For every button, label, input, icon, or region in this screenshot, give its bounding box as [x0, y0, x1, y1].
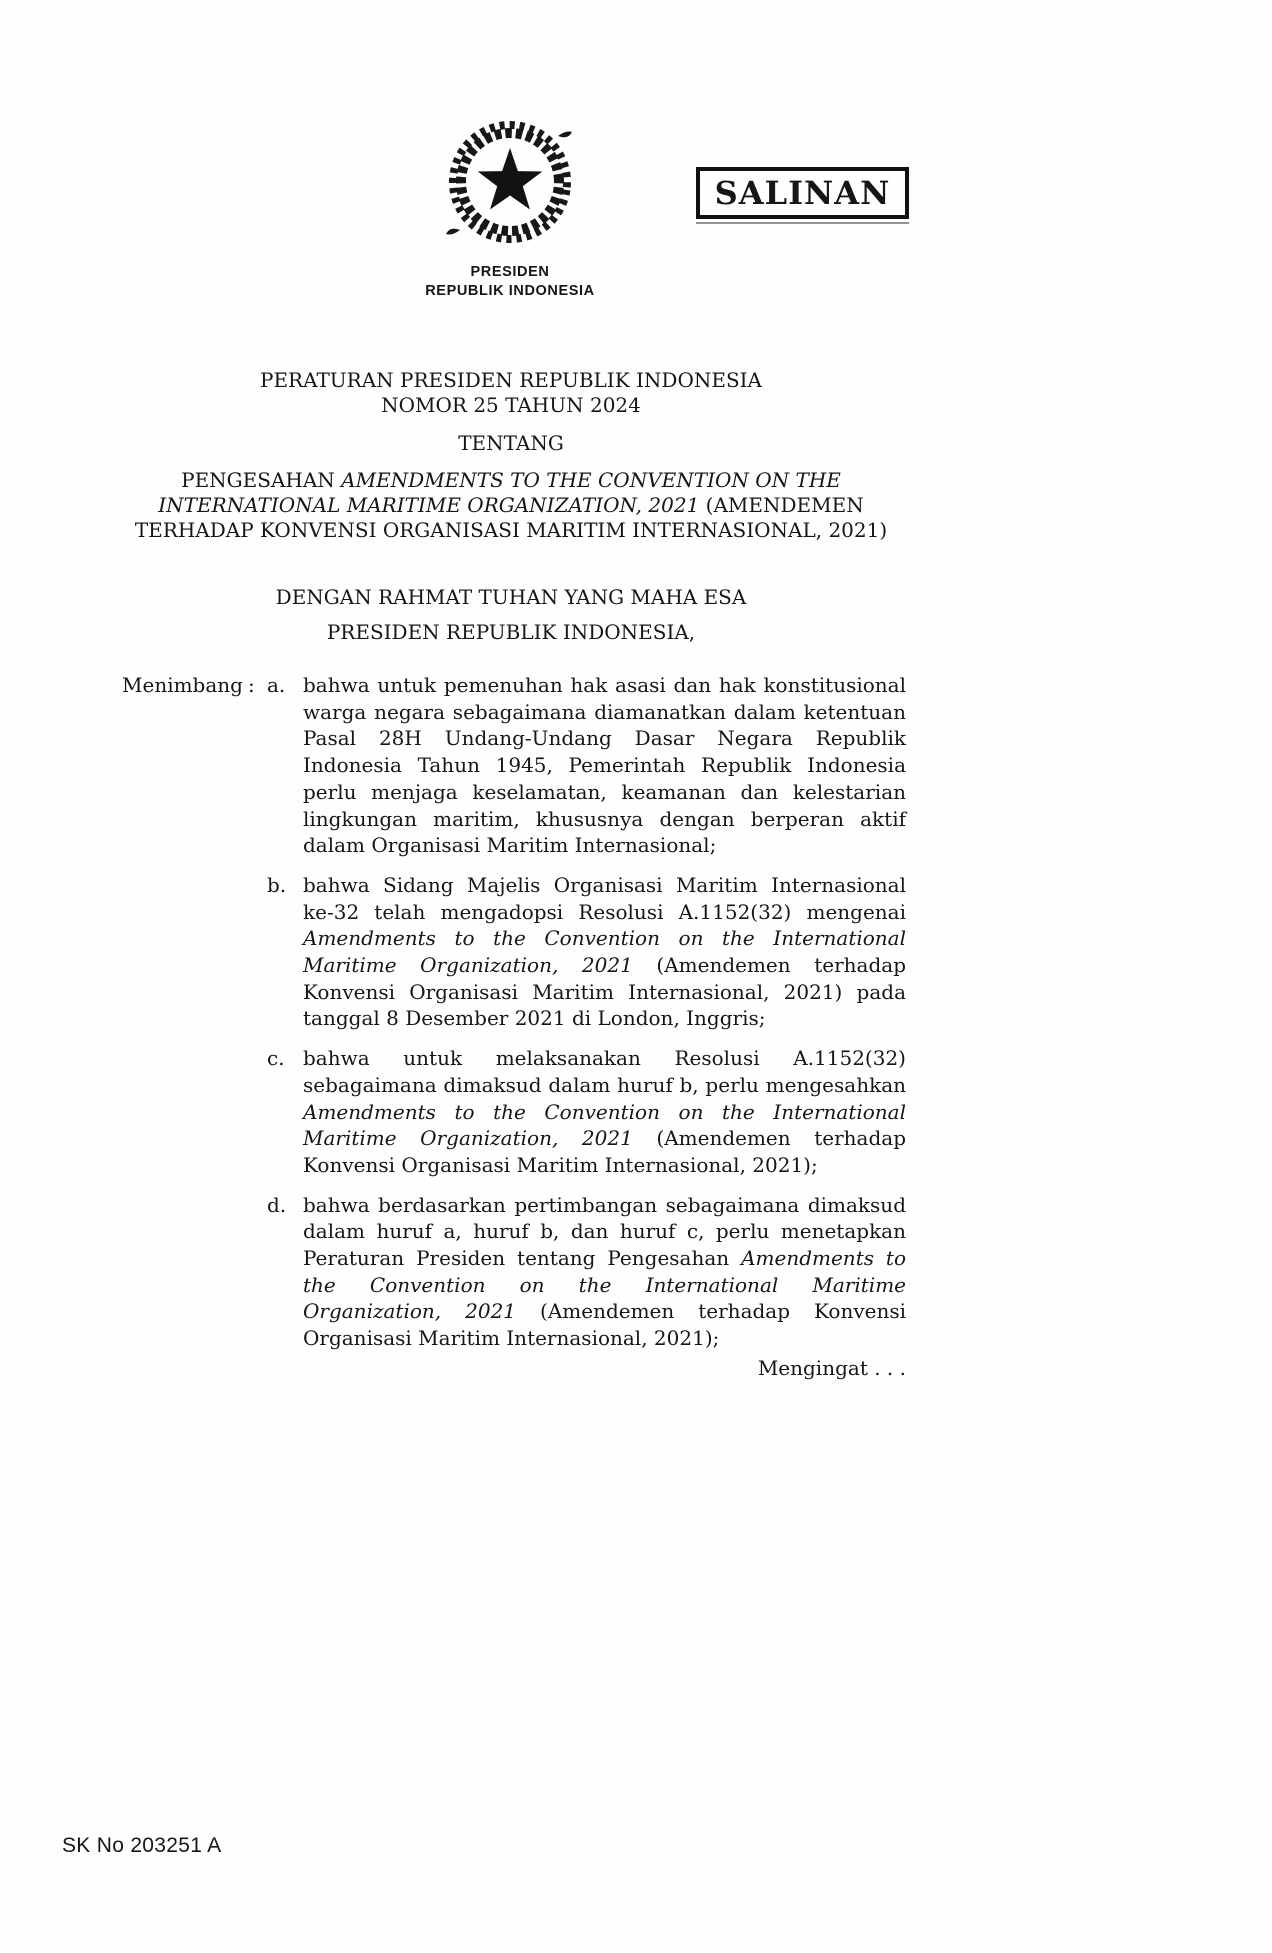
item-letter: a. — [267, 673, 286, 697]
menimbang-colon: : — [248, 673, 255, 697]
item-letter: c. — [267, 1046, 285, 1071]
menimbang-items — [267, 672, 906, 1352]
considering-item-d — [267, 1192, 906, 1352]
considering-section — [122, 672, 906, 1352]
considering-item-a — [267, 672, 906, 859]
regulation-subject: PENGESAHAN AMENDMENTS TO THE CONVENTION ON THE INTERNATIONAL MARITIME ORGANIZATION, 2021 (AMENDEMEN TERHADAP KONVENSI ORGANISASI MARITIM INTERNASIONAL, 2021) — [134, 468, 888, 542]
menimbang-label: Menimbang — [122, 673, 243, 697]
salinan-stamp-label: SALINAN — [714, 174, 891, 212]
letterhead — [0, 263, 1020, 301]
invocation-line: DENGAN RAHMAT TUHAN YANG MAHA ESA — [275, 585, 747, 609]
item-text: bahwa berdasarkan pertimbangan sebagaimana dimaksud dalam huruf a, huruf b, dan huruf c, perlu menetapkan Peraturan Presiden tentang Pengesahan Amendments to the Convention on the International Maritime Organization, 2021 (Amendemen terhadap Konvensi Organisasi Maritim Internasional, 2021); — [303, 1192, 907, 1351]
item-text: bahwa untuk pemenuhan hak asasi dan hak konstitusional warga negara sebagaimana diamanatkan dalam ketentuan Pasal 28H Undang-Undang Dasar Negara Republik Indonesia Tahun 1945, Pemerintah Republik Indonesia perlu menjaga keselamatan, keamanan dan kelestarian lingkungan maritim, khususnya dengan berperan aktif dalam Organisasi Maritim Internasional; — [303, 673, 906, 858]
salinan-stamp — [696, 167, 909, 219]
continuation-marker: Mengingat . . . — [757, 1356, 906, 1380]
item-text: bahwa untuk melaksanakan Resolusi A.1152(32) sebagaimana dimaksud dalam huruf b, perlu mengesahkan Amendments to the Convention on the International Maritime Organization, 2021 (Amendemen terhadap Konvensi Organisasi Maritim Internasional, 2021); — [303, 1046, 907, 1177]
tentang-label: TENTANG — [458, 431, 564, 455]
title-block — [116, 368, 906, 645]
presidential-star-wreath-icon — [440, 108, 580, 264]
considering-item-b — [267, 872, 906, 1032]
item-letter: b. — [267, 872, 287, 897]
item-text: bahwa Sidang Majelis Organisasi Maritim Internasional ke-32 telah mengadopsi Resolusi A.1152(32) mengenai Amendments to the Convention on the International Maritime Organization, 2021 (Amendemen terhadap Konvensi Organisasi Maritim Internasional, 2021) pada tanggal 8 Desember 2021 di London, Inggris; — [303, 872, 907, 1031]
regulation-number: NOMOR 25 TAHUN 2024 — [381, 393, 641, 417]
authority-line: PRESIDEN REPUBLIK INDONESIA, — [326, 620, 696, 644]
letterhead-republik-indonesia: REPUBLIK INDONESIA — [425, 283, 595, 299]
letterhead-presiden: PRESIDEN — [470, 264, 550, 280]
item-letter: d. — [267, 1192, 287, 1217]
sk-number: SK No 203251 A — [62, 1834, 222, 1857]
considering-item-c — [267, 1045, 906, 1179]
regulation-title: PERATURAN PRESIDEN REPUBLIK INDONESIA — [259, 368, 762, 392]
menimbang-row — [122, 672, 906, 1352]
